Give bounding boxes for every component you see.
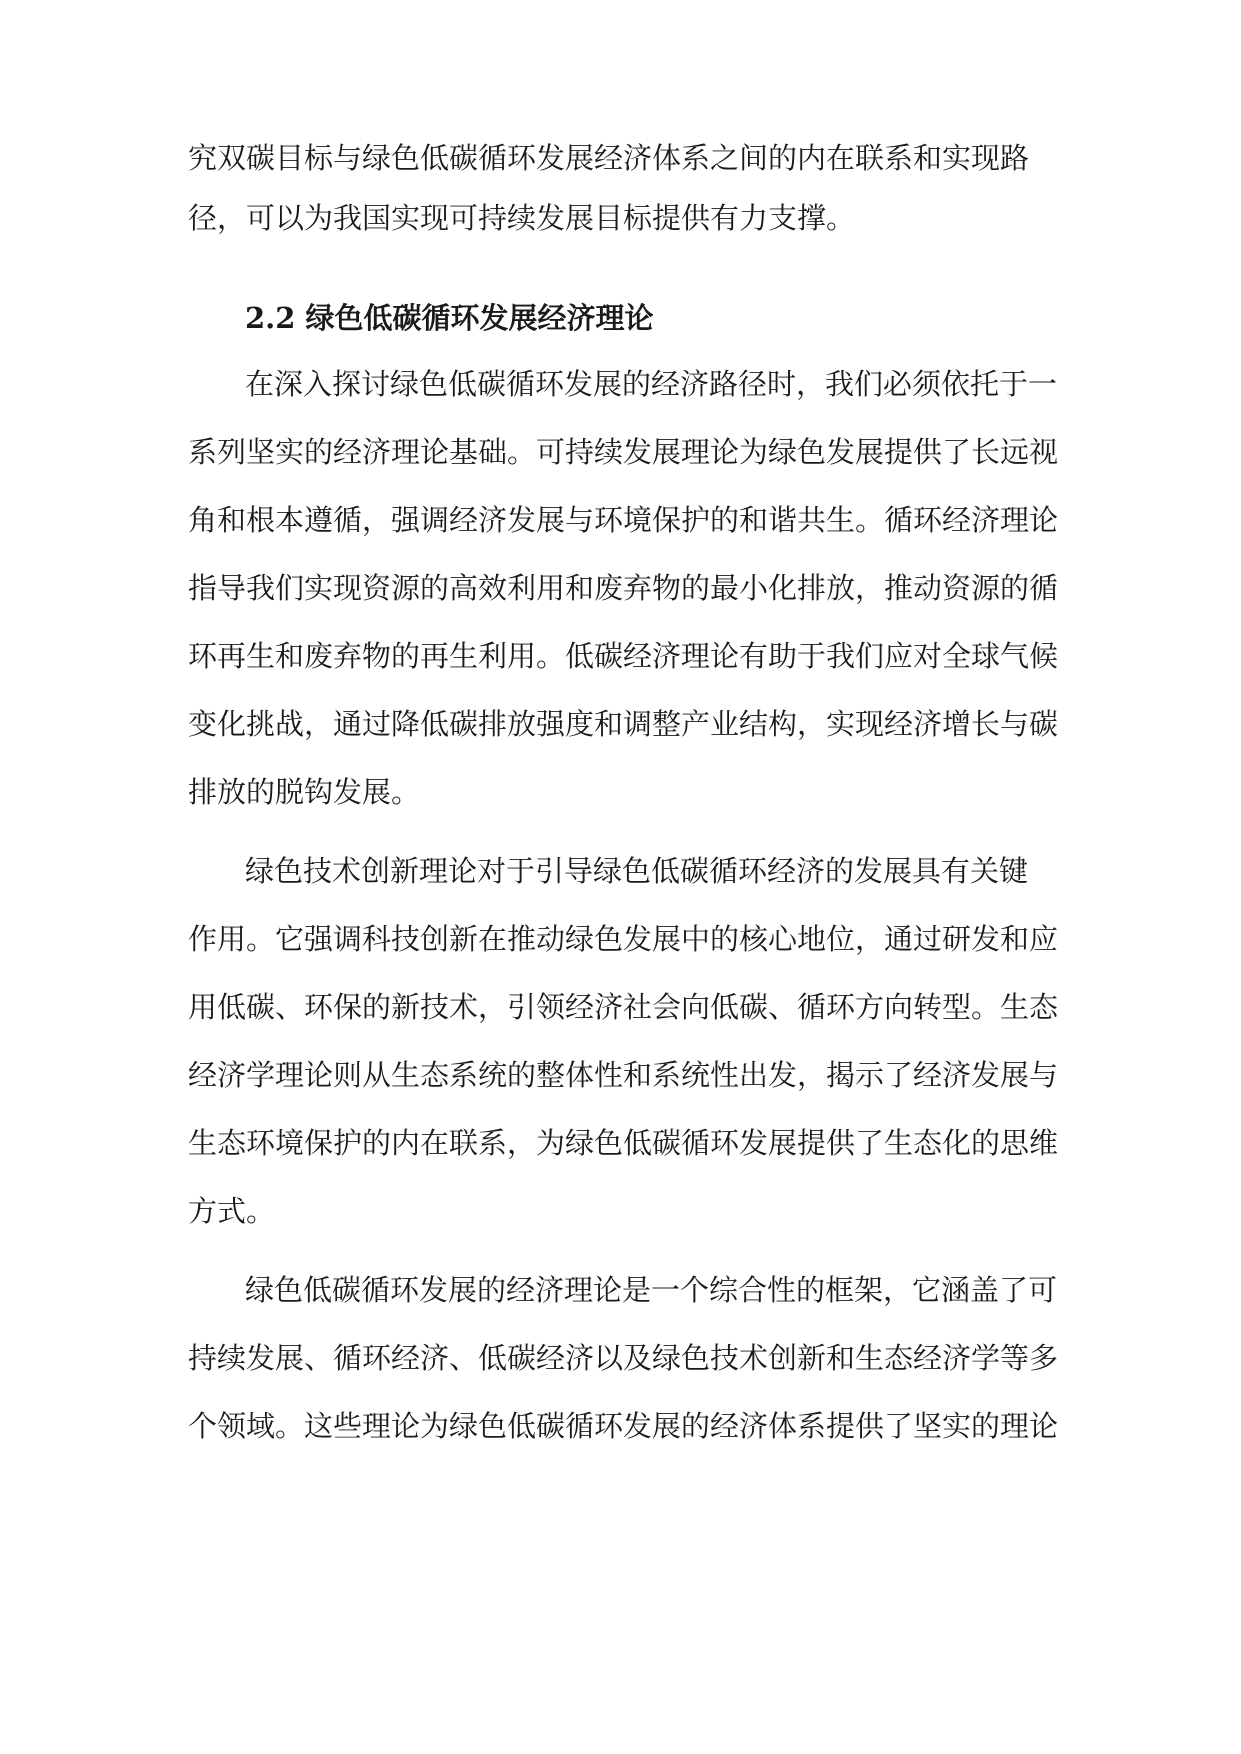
text-line: 指导我们实现资源的高效利用和废弃物的最小化排放，推动资源的循 bbox=[188, 571, 1059, 605]
text-line: 径，可以为我国实现可持续发展目标提供有力支撑。 bbox=[188, 201, 856, 235]
text-line: 持续发展、循环经济、低碳经济以及绿色技术创新和生态经济学等多 bbox=[188, 1341, 1059, 1375]
text-line: 方式。 bbox=[188, 1194, 276, 1228]
text-line: 生态环境保护的内在联系，为绿色低碳循环发展提供了生态化的思维 bbox=[188, 1126, 1059, 1160]
text-line: 个领域。这些理论为绿色低碳循环发展的经济体系提供了坚实的理论 bbox=[188, 1409, 1059, 1443]
text-line: 绿色低碳循环发展的经济理论是一个综合性的框架，它涵盖了可 bbox=[245, 1273, 1058, 1307]
text-line: 经济学理论则从生态系统的整体性和系统性出发，揭示了经济发展与 bbox=[188, 1058, 1059, 1092]
section-heading: 2.2 绿色低碳循环发展经济理论 bbox=[245, 301, 654, 335]
text-line: 排放的脱钩发展。 bbox=[188, 775, 421, 809]
text-line: 用低碳、环保的新技术，引领经济社会向低碳、循环方向转型。生态 bbox=[188, 990, 1059, 1024]
text-line: 角和根本遵循，强调经济发展与环境保护的和谐共生。循环经济理论 bbox=[188, 503, 1059, 537]
text-line: 绿色技术创新理论对于引导绿色低碳循环经济的发展具有关键 bbox=[245, 854, 1029, 888]
text-line: 变化挑战，通过降低碳排放强度和调整产业结构，实现经济增长与碳 bbox=[188, 707, 1059, 741]
text-line: 究双碳目标与绿色低碳循环发展经济体系之间的内在联系和实现路 bbox=[188, 141, 1030, 175]
text-line: 作用。它强调科技创新在推动绿色发展中的核心地位，通过研发和应 bbox=[188, 922, 1059, 956]
text-line: 环再生和废弃物的再生利用。低碳经济理论有助于我们应对全球气候 bbox=[188, 639, 1059, 673]
text-line: 在深入探讨绿色低碳循环发展的经济路径时，我们必须依托于一 bbox=[245, 367, 1058, 401]
text-line: 系列坚实的经济理论基础。可持续发展理论为绿色发展提供了长远视 bbox=[188, 435, 1059, 469]
